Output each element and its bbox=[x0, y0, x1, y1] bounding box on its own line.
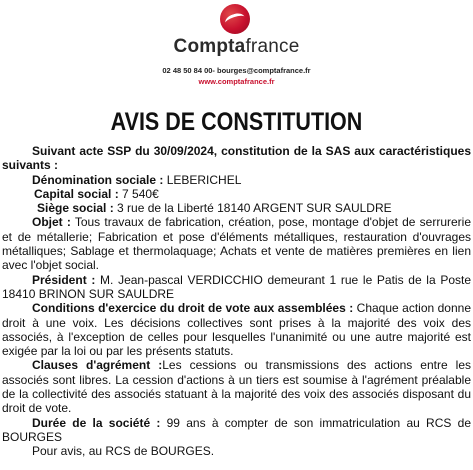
brand-bold: Compta bbox=[173, 36, 246, 57]
denomination-value: LEBERICHEL bbox=[163, 172, 242, 187]
conditions-value: Chaque action donne droit à une voix. Les décisions collectives sont prises à la majorité des voix des associés, à l'exception de celles pour lesquelles l'unanimité ou une autre majorité est exigée par la loi ou par les présents statuts. bbox=[2, 301, 471, 359]
clauses-label: Clauses d'agrément : bbox=[32, 358, 163, 373]
clauses-paragraph bbox=[2, 358, 471, 415]
conditions-paragraph bbox=[2, 301, 471, 358]
objet-paragraph bbox=[2, 215, 471, 272]
duree-value: 99 ans à compter de son immatriculation au RCS de BOURGES bbox=[2, 415, 471, 444]
closing-line: Pour avis, au RCS de BOURGES. bbox=[32, 444, 215, 459]
denomination-line bbox=[2, 173, 471, 187]
brand-name bbox=[0, 36, 473, 58]
contact-line: 02 48 50 84 00- bourges@comptafrance.fr bbox=[162, 66, 311, 75]
brand-light: france bbox=[245, 36, 300, 57]
page-title: AVIS DE CONSTITUTION bbox=[110, 108, 363, 136]
siege-label: Siège social : bbox=[37, 201, 114, 216]
siege-line bbox=[2, 201, 471, 215]
capital-line bbox=[2, 187, 471, 201]
duree-paragraph bbox=[2, 416, 471, 445]
intro-paragraph: Suivant acte SSP du 30/09/2024, constitution de la SAS aux caractéristiques suivants : bbox=[2, 144, 471, 173]
clauses-value: Les cessions ou transmissions des actions entre les associés sont libres. La cession d'actions à un tiers est soumise à l'agrément préalable de la collectivité des associés statuant à la majorité des voix des associés disposant du droit de vote. bbox=[2, 358, 471, 416]
website-link[interactable]: www.comptafrance.fr bbox=[198, 77, 275, 86]
header bbox=[0, 0, 473, 100]
president-label: Président : bbox=[32, 272, 96, 287]
siege-value: 3 rue de la Liberté 18140 ARGENT SUR SAULDRE bbox=[113, 201, 392, 216]
comptafrance-logo-icon bbox=[220, 4, 250, 34]
objet-value: Tous travaux de fabrication, création, pose, montage d'objet de serrurerie et de métallerie; Fabrication et pose d'éléments métalliques, restauration d'ouvrages métalliques; Sablage et thermolaquage; Achats et vente de matières premières en lien avec l'objet social. bbox=[2, 215, 471, 273]
capital-label: Capital social : bbox=[34, 186, 119, 201]
conditions-label: Conditions d'exercice du droit de vote aux assemblées : bbox=[32, 301, 354, 316]
notice-body bbox=[2, 144, 471, 459]
duree-label: Durée de la société : bbox=[32, 415, 161, 430]
president-paragraph bbox=[2, 273, 471, 302]
denomination-label: Dénomination sociale : bbox=[32, 172, 164, 187]
president-value: M. Jean-pascal VERDICCHIO demeurant 1 rue le Patis de la Poste 18410 BRINON SUR SAULDRE bbox=[2, 272, 472, 301]
objet-label: Objet : bbox=[32, 215, 71, 230]
capital-value: 7 540€ bbox=[118, 186, 159, 201]
